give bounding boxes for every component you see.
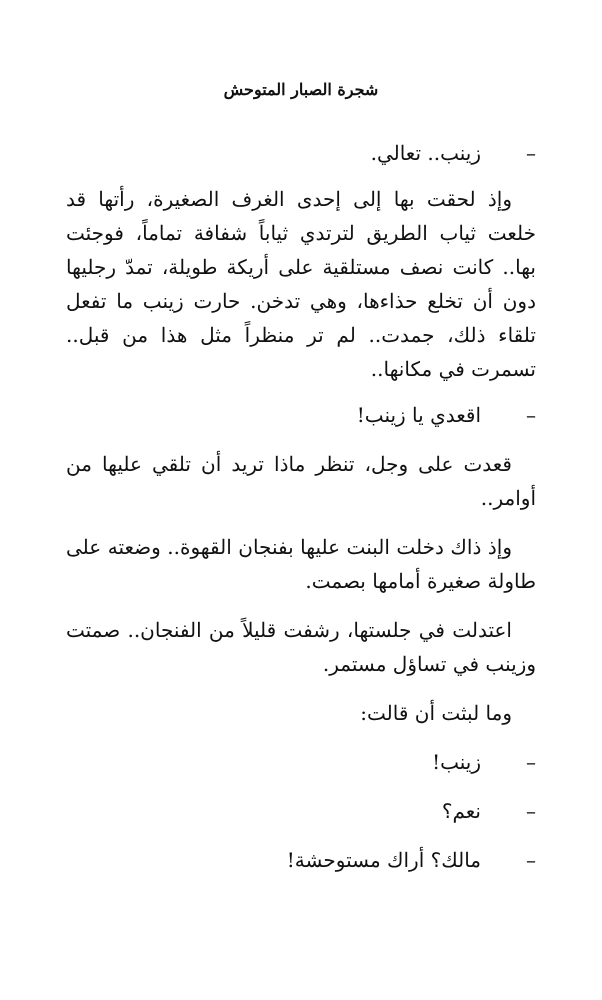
paragraph: قعدت على وجل، تنظر ماذا تريد أن تلقي عليها من أوامر..: [66, 452, 536, 510]
dialogue-line: [66, 745, 536, 779]
dialogue-line: [66, 398, 536, 432]
dialogue-dash: –: [526, 799, 536, 823]
dialogue-text: زينب.. تعالي.: [370, 141, 481, 165]
paragraph: اعتدلت في جلستها، رشفت قليلاً من الفنجان.. صمتت وزينب في تساؤل مستمر.: [66, 618, 536, 676]
paragraph: وما لبثت أن قالت:: [360, 701, 512, 725]
dialogue-dash: –: [526, 848, 536, 872]
dialogue-line: [66, 136, 536, 170]
dialogue-text: اقعدي يا زينب!: [356, 403, 481, 427]
paragraph: وإذ لحقت بها إلى إحدى الغرف الصغيرة، رأتها قد خلعت ثياب الطريق لترتدي ثياباً شفافة تماماً، فوجئت بها.. كانت نصف مستلقية على أريكة طويلة، تمدّ رجليها دون أن تخلع حذاءها، وهي تدخن. حارت زينب ما تفعل تلقاء ذلك، جمدت.. لم تر منظراً مثل هذا من قبل.. تسمرت في مكانها..: [66, 187, 536, 381]
dialogue-line: [66, 843, 536, 877]
dialogue-dash: –: [526, 141, 536, 165]
dialogue-text: زينب!: [432, 750, 481, 774]
dialogue-line: [66, 794, 536, 828]
dialogue-dash: –: [526, 403, 536, 427]
running-title: شجرة الصبار المتوحش: [223, 80, 379, 99]
dialogue-text: مالك؟ أراك مستوحشة!: [286, 848, 481, 872]
dialogue-dash: –: [526, 750, 536, 774]
paragraph: وإذ ذاك دخلت البنت عليها بفنجان القهوة.. وضعته على طاولة صغيرة أمامها بصمت.: [66, 535, 536, 593]
dialogue-text: نعم؟: [441, 799, 481, 823]
